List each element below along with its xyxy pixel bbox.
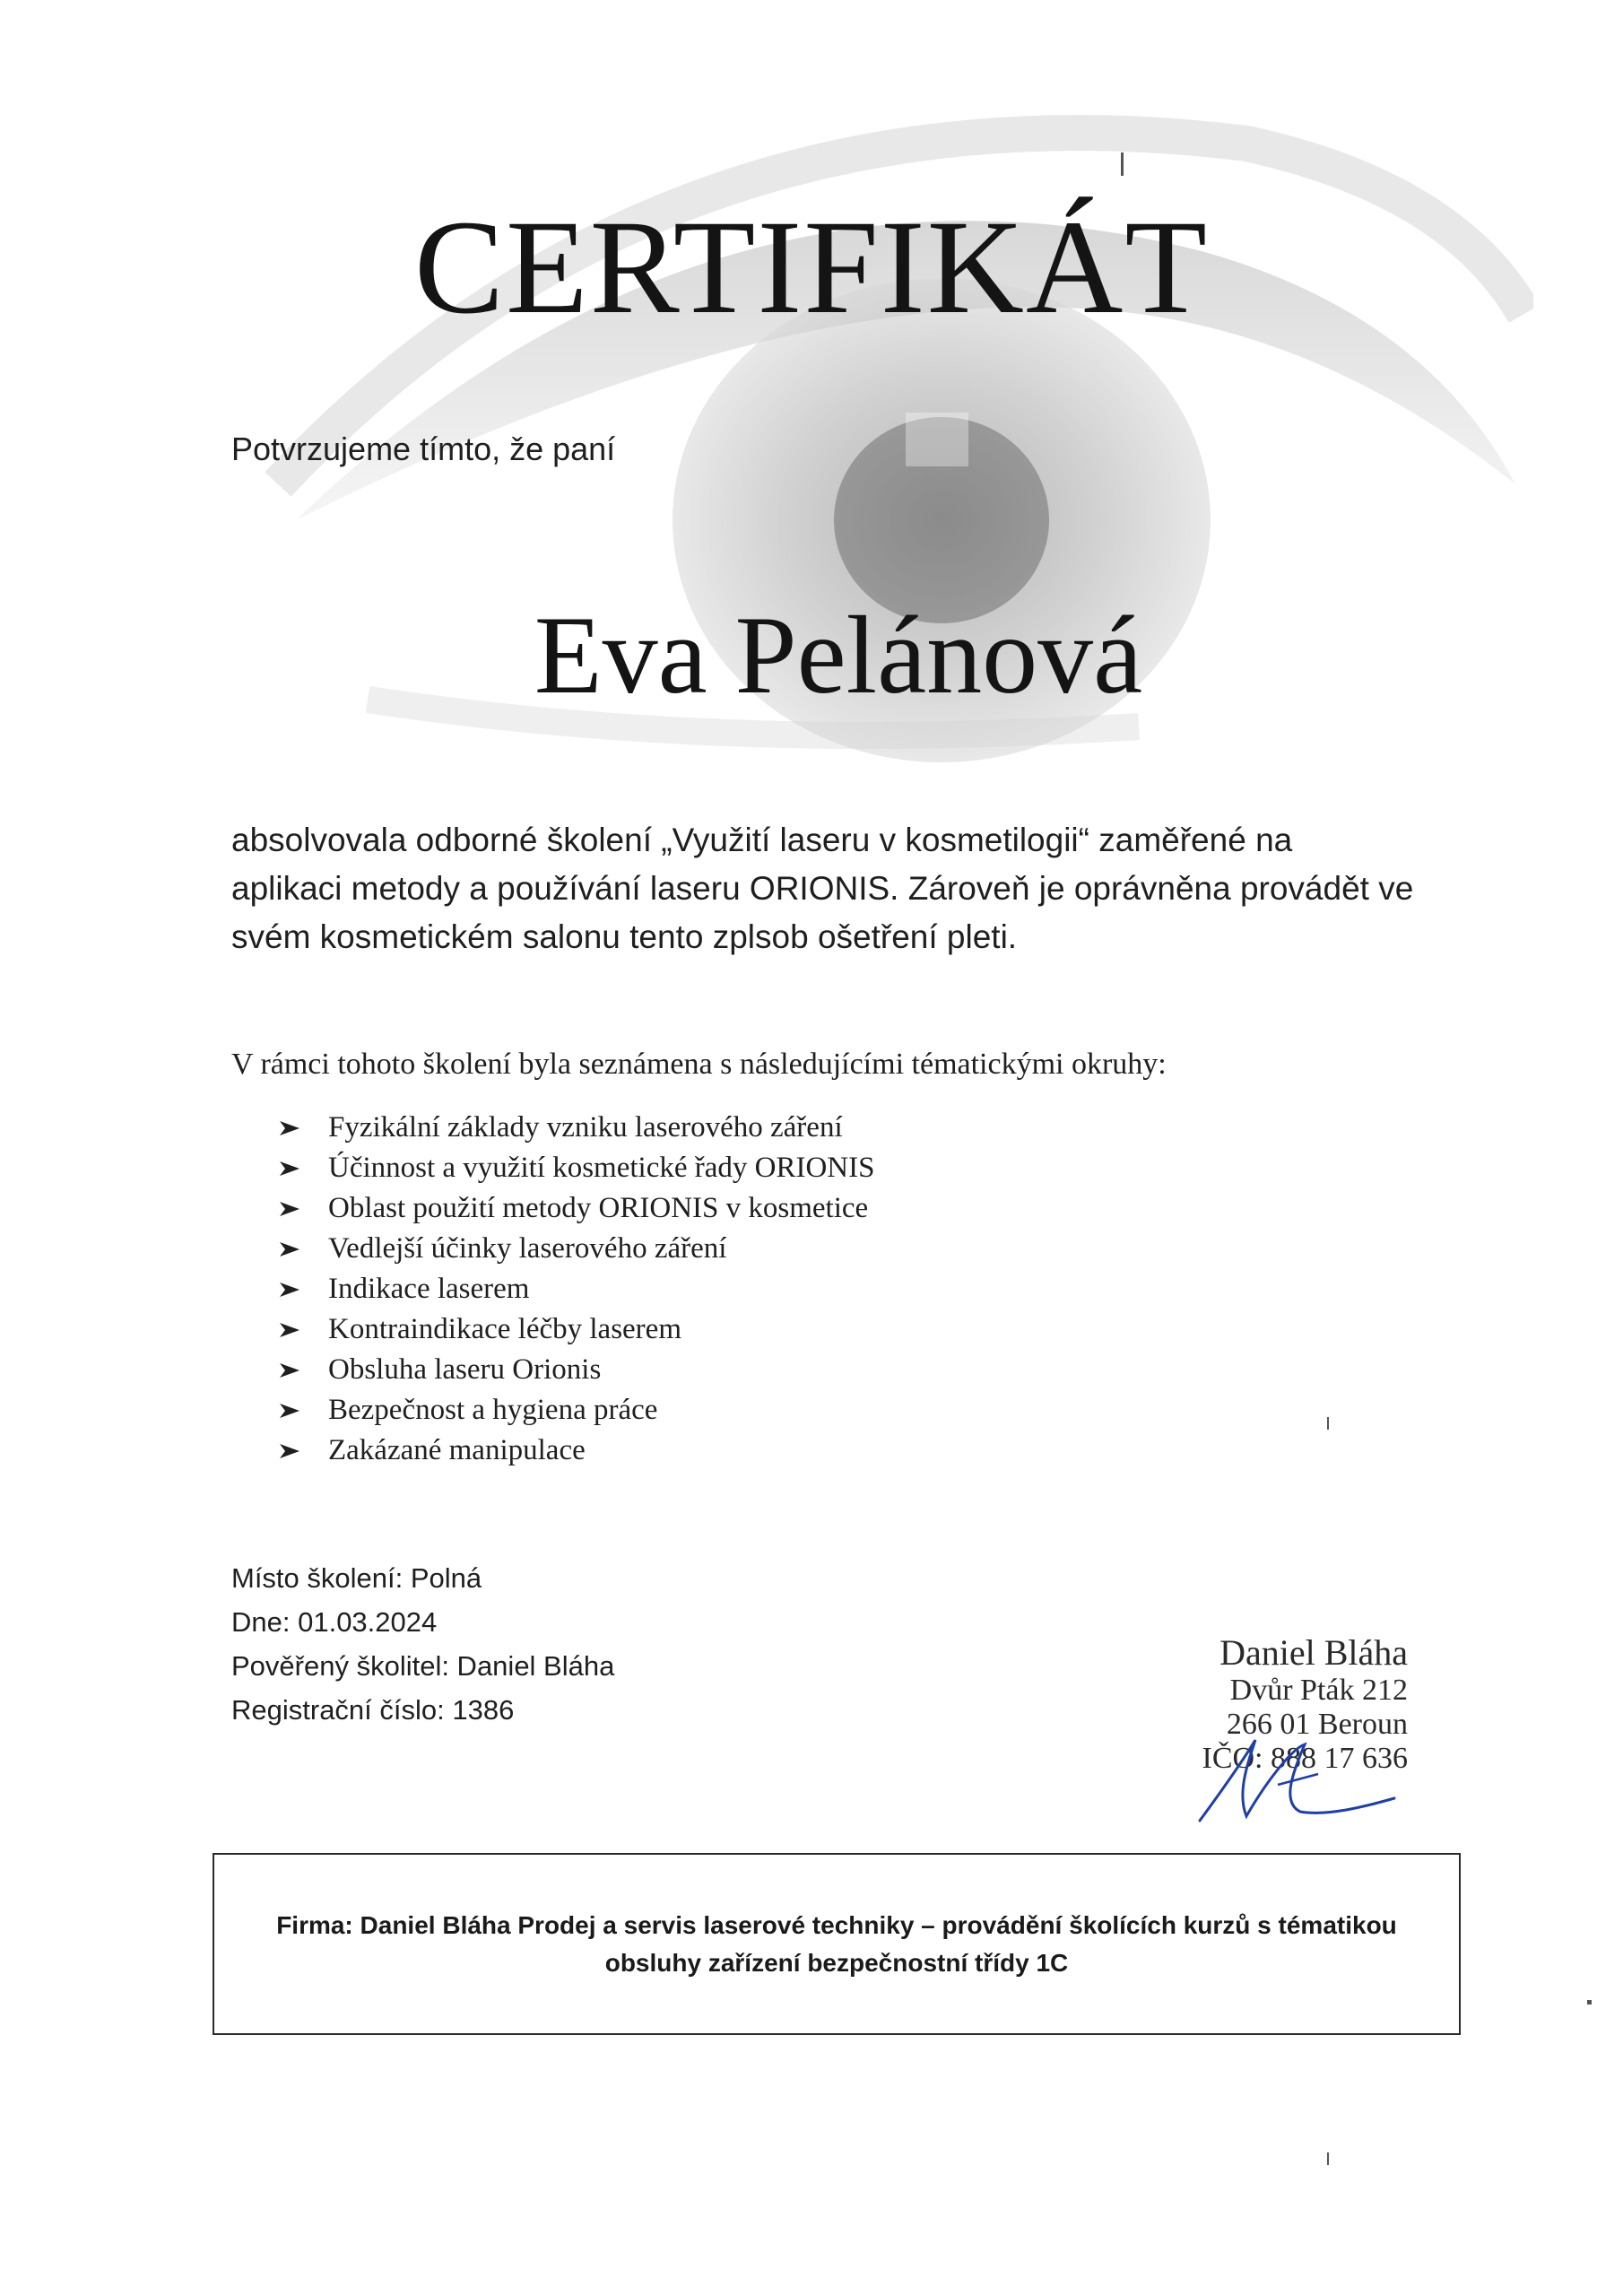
arrow-bullet-icon [278, 1240, 328, 1258]
list-item [278, 1309, 874, 1350]
description-line: absolvovala odborné školení „Využití laseru v kosmetilogii“ zaměřené na [231, 822, 1293, 858]
topics-intro: V rámci tohoto školení byla seznámena s následujícími tématickými okruhy: [231, 1048, 1167, 1081]
company-info-line: Firma: Daniel Bláha Prodej a servis laserové techniky – provádění školících kurzů s tématikou [276, 1910, 1397, 1939]
topic-label: Indikace laserem [328, 1273, 530, 1305]
arrow-bullet-icon [278, 1160, 328, 1178]
scan-speck [1327, 2152, 1329, 2165]
arrow-bullet-icon [278, 1402, 328, 1420]
company-info-line: obsluhy zařízení bezpečnostní třídy 1C [604, 1948, 1069, 1977]
arrow-bullet-icon [278, 1119, 328, 1137]
scan-speck [1587, 2000, 1592, 2005]
topic-label: Účinnost a využití kosmetické řady ORIONIS [328, 1152, 875, 1184]
topics-list [278, 1108, 874, 1471]
training-date: Dne: 01.03.2024 [231, 1606, 438, 1638]
topic-label: Bezpečnost a hygiena práce [328, 1394, 658, 1426]
certificate-title: CERTIFIKÁT [414, 193, 1209, 342]
topic-label: Fyzikální základy vzniku laserového záření [328, 1111, 843, 1144]
signature [1193, 1731, 1399, 1830]
trainer-name: Pověřený školitel: Daniel Bláha [231, 1650, 615, 1682]
company-info-text [254, 1907, 1419, 1982]
training-place: Místo školení: Polná [231, 1562, 482, 1594]
arrow-bullet-icon [278, 1361, 328, 1379]
stamp-name: Daniel Bláha [1219, 1632, 1408, 1673]
topic-label: Oblast použití metody ORIONIS v kosmetice [328, 1192, 869, 1224]
list-item [278, 1431, 874, 1471]
arrow-bullet-icon [278, 1321, 328, 1339]
training-details [231, 1556, 614, 1732]
stamp-ico: IČO: 888 17 636 [1202, 1742, 1408, 1775]
list-item [278, 1350, 874, 1390]
topic-label: Obsluha laseru Orionis [328, 1353, 602, 1386]
arrow-bullet-icon [278, 1281, 328, 1299]
topic-label: Zakázané manipulace [328, 1434, 586, 1466]
description-line: aplikaci metody a používání laseru ORIONIS. Zároveň je oprávněna provádět ve [231, 870, 1414, 907]
list-item [278, 1269, 874, 1309]
course-description [231, 816, 1487, 961]
description-line: svém kosmetickém salonu tento zplsob ošetření pleti. [231, 918, 1018, 955]
topic-label: Kontraindikace léčby laserem [328, 1313, 681, 1345]
stamp-street: Dvůr Pták 212 [1229, 1674, 1408, 1707]
list-item [278, 1229, 874, 1269]
arrow-bullet-icon [278, 1200, 328, 1218]
stamp-city: 266 01 Beroun [1226, 1708, 1408, 1741]
list-item [278, 1390, 874, 1431]
scan-speck [1121, 152, 1124, 176]
registration-number: Registrační číslo: 1386 [231, 1694, 515, 1726]
intro-text: Potvrzujeme tímto, že paní [231, 430, 616, 467]
list-item [278, 1108, 874, 1148]
scan-speck [1327, 1417, 1329, 1430]
list-item [278, 1148, 874, 1188]
company-info-box [213, 1853, 1461, 2035]
arrow-bullet-icon [278, 1442, 328, 1460]
recipient-name: Eva Pelánová [534, 594, 1143, 717]
topic-label: Vedlejší účinky laserového záření [328, 1232, 727, 1265]
list-item [278, 1188, 874, 1229]
